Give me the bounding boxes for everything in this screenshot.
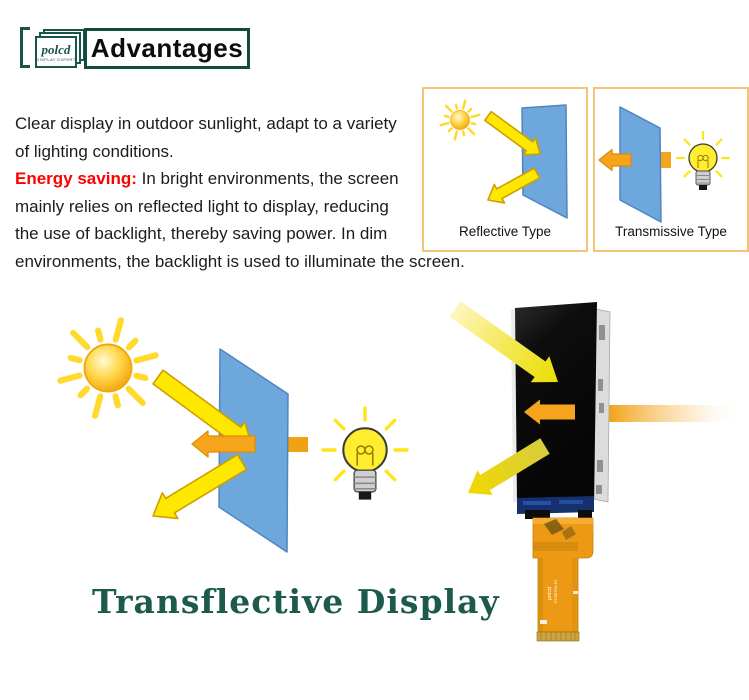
intro-line: environments, the backlight is used to illuminate the screen. [15,251,465,271]
lcd-glass [515,302,597,502]
intro-line: mainly relies on reflected light to display, reducing [15,196,389,216]
intro-line: Clear display in outdoor sunlight, adapt to a variety [15,114,397,133]
intro-paragraph [15,110,465,275]
brand-name: polcd [41,41,71,57]
transflective-diagram [40,300,440,570]
backlight-stub [288,437,308,452]
section-title: Advantages [90,33,244,63]
fpc-flex-cable [533,518,593,641]
energy-saving-highlight: Energy saving: [15,169,137,188]
section-title-box [84,28,250,69]
reflective-type-card [422,87,588,252]
reflective-type-label: Reflective Type [458,224,552,239]
display-panel [522,105,567,218]
gold-connector [537,632,579,641]
transmissive-type-card [593,87,749,252]
logo-card-front [35,36,77,68]
sun-icon [441,101,480,140]
backlight-stub [660,152,671,168]
intro-line: of lighting conditions. [15,141,174,161]
right-light-beam [608,405,743,422]
diagram-caption: Transflective Display [92,582,500,621]
transmissive-type-label: Transmissive Type [615,224,727,239]
bottom-bezel [517,496,594,519]
brand-logo [35,29,87,73]
brand-tagline: DISPLAY EXPERT [36,56,76,62]
intro-line: Energy saving: In bright environments, the screen [15,169,399,188]
sun-icon [60,320,155,415]
bracket-decoration [20,27,30,68]
light-bulb-icon [343,428,386,499]
intro-line: the use of backlight, thereby saving power. In dim [15,224,388,243]
fpc-part-number: PC98T59-43 [553,580,558,603]
fpc-brand-marking: polcd [547,586,553,600]
light-bulb-icon [689,144,717,190]
